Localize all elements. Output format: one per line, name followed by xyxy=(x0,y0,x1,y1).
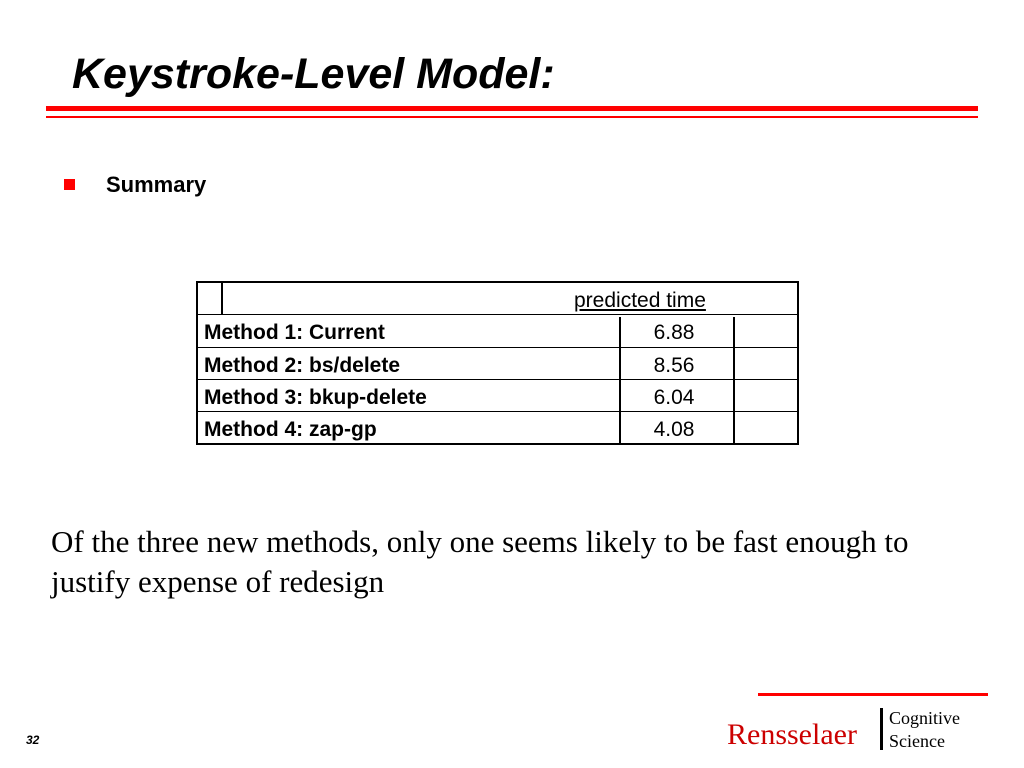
logo-rensselaer: Rensselaer xyxy=(727,718,857,751)
page-number: 32 xyxy=(26,733,40,747)
slide-title: Keystroke-Level Model: xyxy=(72,50,555,98)
table-header-predicted-time: predicted time xyxy=(574,289,706,312)
table-row-label: Method 2: bs/delete xyxy=(204,354,401,377)
bullet-square-icon xyxy=(64,179,75,190)
table-divider xyxy=(198,347,798,348)
table-row-value: 8.56 xyxy=(653,354,695,377)
footer-rule xyxy=(758,693,988,696)
title-underline-thin xyxy=(46,116,978,118)
table-header-corner xyxy=(198,283,223,314)
table-row-value: 6.88 xyxy=(653,321,695,344)
table-row-label: Method 4: zap-gp xyxy=(204,418,377,441)
table-divider xyxy=(198,314,798,315)
title-underline xyxy=(46,106,978,111)
table-row-label: Method 3: bkup-delete xyxy=(204,386,427,409)
table-column-divider xyxy=(733,317,735,445)
table-row-value: 6.04 xyxy=(653,386,695,409)
table-divider xyxy=(198,411,798,412)
logo-divider xyxy=(880,708,883,750)
body-text: Of the three new methods, only one seems likely to be fast enough to justify expense of redesign xyxy=(51,524,909,599)
logo-science: Science xyxy=(889,731,945,751)
table-row-label: Method 1: Current xyxy=(204,321,385,344)
table-row-value: 4.08 xyxy=(653,418,695,441)
logo-cognitive: Cognitive xyxy=(889,708,960,728)
summary-table xyxy=(196,281,799,445)
table-divider xyxy=(198,379,798,380)
bullet-text: Summary xyxy=(106,172,207,197)
